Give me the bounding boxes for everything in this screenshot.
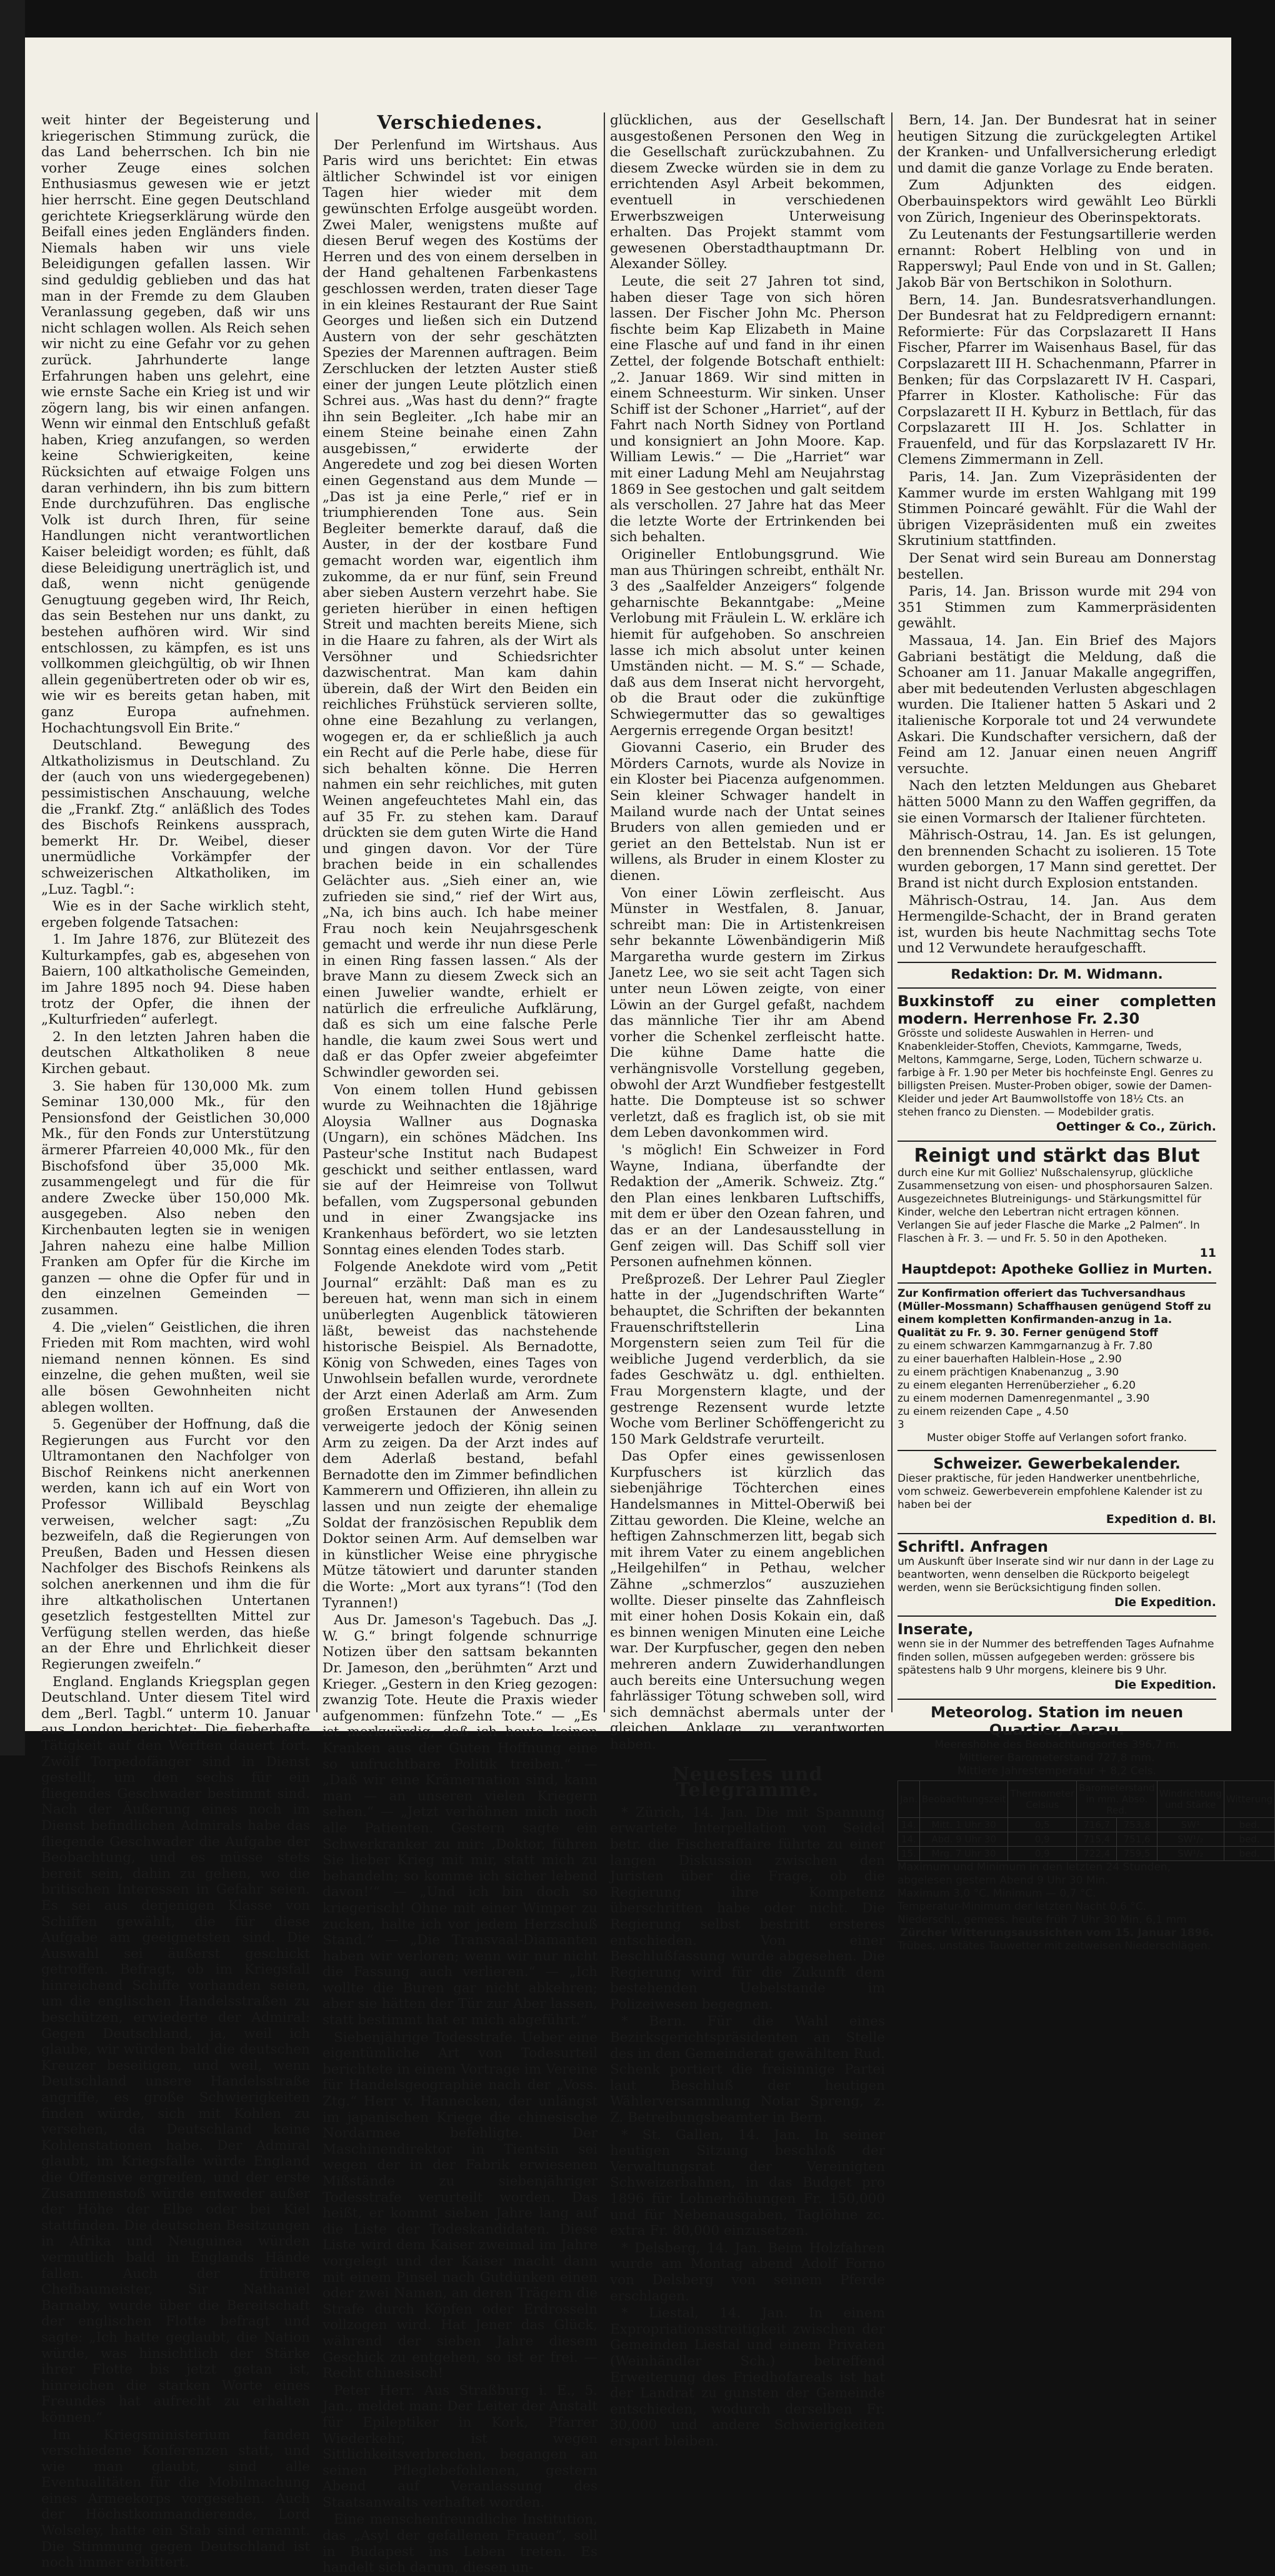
ad-body: wenn sie in der Nummer des betreffenden Tages Aufnahme finden sollen, müssen aufgegeben werden: grössere bis spätestens halb 9 Uhr morgens, kleinere bis 9 Uhr.	[898, 1638, 1214, 1677]
ad-title: Schriftl. Anfragen	[898, 1537, 1048, 1555]
telegram: Paris, 14. Jan. Zum Vizepräsidenten der Kammer wurde im ersten Wahlgang mit 199 Stimmen Poincaré gewählt. Für die Wahl der übrigen Vizepräsidenten muß ein zweites Skrutinium stattfinden.	[898, 469, 1216, 549]
column-header: Thermometer Celsius	[1008, 1781, 1077, 1818]
ad-body: Grösste und solideste Auswahlen in Herren- und Knabenkleider-Stoffen, Cheviots, Kammgarne, Tweds, Meltons, Kammgarne, Serge, Loden, Tüchern schwarze u. farbige à Fr. 1.90 per Meter bis hochfeinste Engl. Genres zu billigsten Preisen. Muster-Proben obiger, sowie der Damen-Kleider und jeder Art Baumwollstoffe von 18½ Cts. an stehen franco zu Diensten. — Modebilder gratis.	[898, 1027, 1214, 1119]
article-pressprozess: Preßprozeß. Der Lehrer Paul Ziegler hatte in der „Jugendschriften Warte“ behauptet, die Schriften der bekannten Frauenschriftstellerin Lina Morgenstern seien zum Teil für die weibliche Jugend verderblich, da sie fades Geschwätz u. dgl. enthielten. Frau Morgenstern klagte, und der gestrenge Rezensent wurde letzte Woche vom Berliner Schöffengericht zu 150 Mark Geldstrafe verurteilt.	[610, 1271, 885, 1447]
telegram: Nach den letzten Meldungen aus Ghebaret hätten 5000 Mann zu den Waffen gegriffen, da sie einen Vormarsch der Italiener fürchteten.	[898, 778, 1216, 826]
article-perlenfund: Der Perlenfund im Wirtshaus. Aus Paris wird uns berichtet: Ein etwas ältlicher Schwindel ist vor einigen Tagen hier wieder mit dem gewünschten Erfolge ausgeübt worden. Zwei Maler, wenigstens mußte auf diesen Beruf wegen des Kostüms der Herren und des von einem derselben in der Hand gehaltenen Farbenkastens geschlossen werden, traten dieser Tage in ein kleines Restaurant der Rue Saint Georges und ließen sich ein Dutzend Austern von der sehr geschätzten Spezies der Marennen auftragen. Beim Zerschlucken der letzten Auster stieß einer der jungen Leute plötzlich einen Schrei aus. „Was hast du denn?“ fragte ihn sein Begleiter. „Ich habe mir an einem Steine beinahe einen Zahn ausgebissen,“ erwiderte der Angeredete und zog bei diesen Worten einen Gegenstand aus dem Munde — „Das ist ja eine Perle,“ rief er in triumphierenden Tone aus. Sein Begleiter bemerkte darauf, daß die Auster, in der der kostbare Fund gemacht worden war, eigentlich ihm zukomme, da er nur fünf, sein Freund aber sieben Austern verzehrt habe. Sie gerieten hierüber in einen heftigen Streit und machten bereits Miene, sich in die Haare zu fahren, als der Wirt als Versöhner und Schiedsrichter dazwischentrat. Man kam dahin überein, daß der Wirt den Beiden ein reichliches Frühstück servieren sollte, ohne eine Bezahlung zu verlangen, wogegen er, da er schließlich ja auch ein Recht auf die Perle habe, diese für sich behalten könne. Die Herren nahmen ein sehr reichliches, mit guten Weinen angefeuchtetes Mahl ein, das auf 35 Fr. zu stehen kam. Darauf drückten sie dem guten Wirte die Hand und gingen davon. Vor der Türe brachen beide in ein schallendes Gelächter aus. „Sieh einer an, wie zufrieden sie sind,“ rief der Wirt aus, „Na, ich bins auch. Ich habe meiner Frau noch kein Neujahrsgeschenk gemacht und werde ihr nun diese Perle in einen Ring fassen lassen.“ Als der brave Mann zu diesem Zweck sich an einen Juwelier wandte, erhielt er natürlich die erfreuliche Aufklärung, daß es sich um eine falsche Perle handle, die kaum zwei Sous wert und daß er das Opfer zweier abgefeimter Schwindler geworden sei.	[322, 137, 598, 1081]
telegram: Bern, 14. Jan. Bundesratsverhandlungen. Der Bundesrat hat zu Feldpredigern ernannt: Reformierte: Für das Corpslazarett II Hans Fischer, Pfarrer im Waisenhaus Basel, für das Corpslazarett III H. Schachenmann, Pfarrer in Benken; für das Corpslazarett IV H. Caspari, Pfarrer in Kloster. Katholische: Für das Corpslazarett II H. Kyburz in Bettlach, für das Corpslazarett III H. Jos. Schlatter in Frauenfeld, und für das Korpslazarett IV Hr. Clemens Zimmermann in Zell.	[898, 292, 1216, 468]
article-asyl: Eine menschenfreundliche Institution, das „Asyl der gefallenen Frauen“, soll in Budapest ins Leben treten. Es handelt sich darum, diesen un-	[322, 2512, 598, 2576]
table-cell: 14.	[898, 1818, 920, 1832]
telegram: Bern, 14. Jan. Der Bundesrat hat in seiner heutigen Sitzung die zurückgelegten Artikel der Kranken- und Unfallversicherung erledigt und damit die ganze Vorlage zu Ende beraten.	[898, 112, 1216, 176]
ad-anfragen	[898, 1533, 1216, 1611]
table-cell: 751,6	[1117, 1832, 1157, 1847]
table-cell: bed.	[1224, 1847, 1274, 1861]
ad-body: Dieser praktische, für jeden Handwerker unentbehrliche, vom schweiz. Gewerbeverein empfohlene Kalender ist zu haben bei der	[898, 1472, 1202, 1512]
table-row	[898, 1847, 1275, 1861]
ad-item: zu einem schwarzen Kammgarnanzug à Fr. 7.80	[898, 1340, 1152, 1353]
telegram: Mährisch-Ostrau, 14. Jan. Aus dem Hermengilde-Schacht, der in Brand geraten ist, wurden bis heute Nachmittag sechs Tote und 12 Verwundete heraufgeschafft.	[898, 892, 1216, 957]
article-text: 1. Im Jahre 1876, zur Blütezeit des Kulturkampfes, gab es, abgesehen von Baiern, 100 altkatholische Gemeinden, im Jahre 1895 noch 94. Diese haben trotz der Opfer, die ihnen der „Kulturfrieden“ auferlegt.	[41, 932, 310, 1028]
table-header-row	[898, 1781, 1275, 1818]
weather-table	[898, 1780, 1275, 1861]
table-cell: 0,9	[1008, 1832, 1077, 1847]
weather-extremes: Maximum 3,0 °C. Minimum — 0,7 °C.	[898, 1887, 1096, 1900]
article-text: Wie es in der Sache wirklich steht, ergeben folgende Tatsachen:	[41, 899, 310, 931]
ad-firm: Die Expedition.	[1114, 1595, 1216, 1609]
column-header: Witterung	[1224, 1781, 1274, 1818]
section-heading: Verschiedenes.	[377, 112, 543, 134]
table-cell: 722,4	[1077, 1847, 1117, 1861]
ad-buxkin	[898, 987, 1216, 1136]
ad-title: Zur Konfirmation offeriert das Tuchversandhaus (Müller-Mossmann) Schaffhausen genügend Stoff zu einem kompletten Konfirmanden-anzug in 1a. Qualität zu Fr. 9. 30. Ferner genügend Stoff	[898, 1287, 1211, 1340]
redaktion-line: Redaktion: Dr. M. Widmann.	[898, 962, 1216, 983]
article-caserio: Giovanni Caserio, ein Bruder des Mörders Carnots, wurde als Novize in ein Kloster bei Piacenza aufgenommen. Sein kleiner Schwager handelt in Mailand wurde nach der Untat seines Bruders von allen gemieden und er geriet an den Bettelstab. Nun ist er willens, als Bruder in einem Kloster zu dienen.	[610, 740, 885, 884]
telegram: Der Senat wird sein Bureau am Donnerstag bestellen.	[898, 551, 1216, 582]
ad-title: Schweizer. Gewerbekalender.	[933, 1455, 1181, 1473]
ad-foot: Muster obiger Stoffe auf Verlangen sofort franko.	[926, 1432, 1188, 1445]
article-text: weit hinter der Begeisterung und kriegerischen Stimmung zurück, die das Land beherrschen. Ich bin nie vorher Zeuge eines solchen Enthusiasmus gewesen wie er jetzt hier herrscht. Eine gegen Deutschland gerichtete Kriegserklärung würde den Beifall eines jeden Engländers finden. Niemals haben wir uns viele Beleidigungen gefallen lassen. Wir sind geduldig geblieben und das hat man in der Fremde zu dem Glauben Veranlassung gegeben, daß wir uns nicht schlagen wollen. Als Reich sehen wir nicht zu eine Gefahr vor zu gehen zurück. Jahrhunderte lange Erfahrungen haben uns gelehrt, eine wie ernste Sache ein Krieg ist und wir zögern lang, bis wir einen anfangen. Wenn wir einmal den Entschluß gefaßt haben, Krieg anzufangen, so werden keine Schwierigkeiten, keine Rücksichten auf etwaige Folgen uns daran verhindern, ihn bis zum bittern Ende durchzuführen. Das englische Volk ist durch Ihren, für seine Handlungen nicht verantwortlichen Kaiser beleidigt worden; es fühlt, daß diese Beleidigung unerträglich ist, und daß, wenn nicht genügende Genugtuung gegeben wird, Ihr Reich, das sein Bestehen nur uns dankt, zu bestehen aufhören wird. Wir sind entschlossen, zu kämpfen, es ist uns vollkommen gleichgültig, ob wir Ihnen allein gegenübertreten oder ob wir es, wie wir es bereits getan haben, mit ganz Europa aufnehmen. Hochachtungsvoll Ein Brite.“	[41, 112, 310, 736]
column-rule	[604, 112, 605, 1712]
table-cell: 15.	[898, 1847, 920, 1861]
telegram: Zu Leutenants der Festungsartillerie werden ernannt: Robert Helbling von und in Rapperswyl; Paul Ende von und in St. Gallen; Jakob Bär von Bertschikon in Solothurn.	[898, 227, 1216, 291]
article-anekdote: Folgende Anekdote wird vom „Petit Journal“ erzählt: Daß man es zu bereuen hat, wenn man sich in einem unüberlegten Augenblick tätowieren läßt, beweist das nachstehende historische Beispiel. Als Bernadotte, König von Schweden, eines Tages von Unwohlsein befallen wurde, verordnete der Arzt einen Aderlaß am Arm. Zum großen Erstaunen der Anwesenden verweigerte jedoch der König seinen Arm zu zeigen. Da der Arzt indes auf dem Aderlaß bestand, befahl Bernadotte den im Zimmer befindlichen Kammerern und Offizieren, ihn allein zu lassen und nun zeigte der ehemalige Soldat der französischen Republik dem Doktor seinen Arm. Auf demselben war in künstlicher Weise eine phrygische Mütze tätowiert und darunter standen die Worte: „Mort aux tyrans“! (Tod den Tyrannen!)	[322, 1259, 598, 1611]
ad-gewerbekalender	[898, 1450, 1216, 1528]
article-text: 4. Die „vielen“ Geistlichen, die ihren Frieden mit Rom machten, wird wohl niemand nennen können. Es sind einzelne, die gehen mußten, weil sie alle bösen Gewohnheiten nicht ablegen wollten.	[41, 1319, 310, 1415]
weather-extremes: Maximum und Minimum in den letzten 24 Stunden, abgelesen gestern Abend 9 Uhr 30 Min.	[898, 1861, 1171, 1887]
column-header: Jan.	[898, 1781, 920, 1818]
scan-border	[0, 0, 25, 1755]
column-1	[41, 112, 310, 2571]
telegram: Zum Adjunkten des eidgen. Oberbauinspektors wird gewählt Leo Bürkli von Zürich, Ingenieur des Oberinspektorats.	[898, 177, 1216, 226]
station-info: Mittlere Jahrestemperatur + 8,2 Cels.	[957, 1765, 1157, 1778]
table-row	[898, 1832, 1275, 1847]
article-text: Im Kriegsministerium fanden verschiedene Konferenzen statt, und wie man glaubt, sind alle Eventualitäten für die Mobilmachung eines Armeekorps vorgesehen. Auch der Höchstkommandierende, Lord Wolseley, hatte ein Stab sind ernannt. Die Stimmung gegen Deutschland ist noch immer erbittert.	[41, 2427, 310, 2571]
column-header: Windrichtung und Stärke	[1157, 1781, 1224, 1818]
article-england: England. Englands Kriegsplan gegen Deutschland. Unter diesem Titel wird dem „Berl. Tagbl.“ unterm 10. Januar aus London berichtet: Die fieberhafte Tätigkeit auf den Werften dauert fort. Zwölf Torpedofänger sind in Dienst gestellt, um den sechs für ein fliegendes Geschwader bestimmt sind. Nach der Äußerung eines noch im Dienst befindlichen Admirals habe das fliegende Geschwader die Aufgabe der Beobachtung, und es müsse stets bereit sein, dahin zu gehen, wo die britischen Interessen in Gefahr seien. Es sei aus derjenigen Klasse von Schiffen gewählt, die für diese Aufgabe am geeignetsten sind. Die Auswahl sei äußerst geschickt getroffen. Befragt, ob im Kriegsfall hinreichend Schiffe vorhanden seien, um die englischen Handelsstraßen zu beschützen, erwiederte der Admiral: Gegen Deutschland, ja, weil ich glaube, wir würden bald die deutschen Kreuzer beseitigen, und weil, wenn Deutschland unsere Handelsstraße angriffe, es große Schwierigkeiten finden würde, sich mit Kohlen zu versehen, da Deutschland keine Kohlenstationen habe. Der Admiral glaubt, im Kriegsfalle würde England die Offensive ergreifen, und der erste Zusammenstoß würde entweder außer der Höhe der Elbe oder bei Kiel stattfinden. Die deutschen Besitzungen in Afrika und Neuguinea würden vermutlich bald in Englands Hände fallen. Auch der frühere Chefbaumeister, Sir Nathaniel Barnaby, wurde über die Bereitschaft der englischen Flotte befragt und sagte: „Ich hatte geglaubt, die Nation würde, was hinsichtlich der Stärke ihrer Flotte bis jetzt getan ist, hinreichen die starken Worte eines Freundes hat aufrecht zu erhalten können.“	[41, 1674, 310, 2425]
ad-body: um Auskunft über Inserate sind wir nur dann in der Lage zu beantworten, wenn denselben die Rückporto beigelegt werden, wenn sie Berücksichtigung finden sollen.	[898, 1555, 1214, 1594]
ad-item: zu einer bauerhaften Halblein-Hose „ 2.90	[898, 1353, 1122, 1366]
forecast-body: Trübes, unstätes Tauwetter mit zeitweisen Niederschlägen.	[898, 1940, 1211, 1953]
telegram: * Zürich, 14. Jan. Die mit Spannung erwartete Interpellation von Seidel betr. die Fischeraffaire führte zu einer langen Diskussion zwischen den Juristen über die Frage, ob die Regierung ihre Kompetenz überschritten habe oder nicht. Die Regierung selbst bestritt ersteres entschieden. Von einer Beschlußfassung wurde abgesehen. Die Regierung wird für die Zukunft dem bestehenden Uebelstande im Polizeiwesen begegnen.	[610, 1804, 885, 2012]
table-cell: 759,5	[1117, 1847, 1157, 1861]
table-cell: 715,4	[1077, 1832, 1117, 1847]
ad-golliez	[898, 1141, 1216, 1277]
telegram: Massaua, 14. Jan. Ein Brief des Majors Gabriani bestätigt die Meldung, daß die Schoaner am 11. Januar Makalle angegriffen, aber mit bedeutenden Verlusten abgeschlagen wurden. Die Italiener hatten 5 Askari und 2 italienische Korporale tot und 24 verwundete Askari. Die Kundschafter versichern, daß der Feind am 12. Januar einen neuen Angriff versuchte.	[898, 633, 1216, 777]
table-cell: 0,9	[1008, 1847, 1077, 1861]
table-cell: SW¹/₂	[1157, 1832, 1224, 1847]
article-tollwut: Von einem tollen Hund gebissen wurde zu Weihnachten die 18jährige Aloysia Wallner aus Dognaska (Ungarn), ein schönes Mädchen. Ins Pasteur'sche Institut nach Budapest geschickt und seither entlassen, ward sie auf der Heimreise von Tollwut befallen, vom Zugspersonal gebunden und in einer Zwangsjacke ins Krankenhaus befördert, wo sie letzten Sonntag eines elenden Todes starb.	[322, 1082, 598, 1258]
ad-item: zu einem eleganten Herrenüberzieher „ 6.20	[898, 1379, 1136, 1392]
table-cell: bed.	[1224, 1832, 1274, 1847]
column-rule	[316, 112, 318, 1712]
table-cell: 14.	[898, 1832, 920, 1847]
station-info: Mittlerer Barometerstand 727,8 mm.	[959, 1752, 1155, 1765]
column-3	[610, 112, 885, 2449]
article-text: 5. Gegenüber der Hoffnung, daß die Regierungen aus Furcht vor den Ultramontanen den Nachfolger von Bischof Reinkens nicht anerkennen werden, kann ich auf ein Wort von Professor Willibald Beyschlag verweisen, welcher sagt: „Zu bezweifeln, daß die Regierungen von Preußen, Baden und Hessen diesen Nachfolger des Bischofs Reinkens als solchen anerkennen und ihm die für ihre altkatholischen Untertanen gesetzlich festgestellten Mittel zur Verfügung stellen werden, das hieße an der Ehre und Ehrlichkeit dieser Regierungen zweifeln.“	[41, 1417, 310, 1672]
table-cell: 716,7	[1077, 1818, 1117, 1832]
station-info: Meereshöhe des Beobachtungsortes 396,7 m.	[934, 1739, 1179, 1752]
table-cell: Abd. 9 Uhr 30	[919, 1832, 1008, 1847]
article-jameson: Aus Dr. Jameson's Tagebuch. Das „J. W. G.“ bringt folgende schnurrige Notizen über den sattsam bekannten Dr. Jameson, den „berühmten“ Arzt und Krieger. „Gestern in den Krieg gezogen: zwanzig Tote. Heute die Praxis wieder aufgenommen: fünfzehn Tote.“ — „Es ist merkwürdig, daß ich heute keinen Kranken aus der Guten Hoffnung eine so unfruchtbare Politik treiben.“ — „Daß wir eine Krämernation sind, kann man — an unseren vielen Kriegern sehen.“ — „Jetzt verhöhnen mich noch alle Patienten. Gestern sagte ein Schwerkranker zu mir: ‚Doktor, führen Sie lieber Krieg mit mir, statt mich zu behandeln; so komme ich sicher lebend davon!‘“ — „Und ich bin doch so kriegerisch! Ohne mit einer Wimper zu zucken, halte ich vor jedem Herzschuß Stand.“ — „Die Transvaal-Diamanten haben wir verloren; wenn wir nur nicht die Fassung auch verlieren.“ — „Ich wollte die Buren gar nicht abkehren; aber sie hätten der Tür zur Aber lassen, statt bestimmt hat er mich abgeführt.“	[322, 1612, 598, 2029]
table-row	[898, 1818, 1275, 1832]
column-rule	[891, 112, 892, 1712]
telegram: Mährisch-Ostrau, 14. Jan. Es ist gelungen, den brennenden Schacht zu isolieren. 15 Tote wurden geborgen, 17 Mann sind gerettet. Der Brand ist nicht durch Explosion entstanden.	[898, 827, 1216, 891]
section-heading: Neuestes und Telegramme.	[672, 1763, 823, 1802]
ad-title: Reinigt und stärkt das Blut	[914, 1145, 1200, 1167]
telegram: * Delsberg, 14. Jan. Beim Holzfahren wurde am Montag abend Adolf Forno von Delsberg von seinem Pferde erschlagen.	[610, 2240, 885, 2304]
column-header: Beobachtungszeit	[919, 1781, 1008, 1818]
article-kurpfuscher: Das Opfer eines gewissenlosen Kurpfuschers ist kürzlich das siebenjährige Töchterchen eines Handelsmannes in Mittel-Oberwiß bei Zittau geworden. Die Kleine, welche an heftigen Zahnschmerzen litt, begab sich mit ihrem Vater zu einem angeblichen „Heilgehilfen“ in Pethau, welcher Zähne „schmerzlos“ auszuziehen wollte. Dieser pinselte das Zahnfleisch mit einer hohen Dosis Kokain ein, daß es binnen wenigen Minuten eine Leiche war. Der Kurpfuscher, gegen den neben mehreren andern Zuwiderhandlungen auch bereits eine Untersuchung wegen fahrlässiger Tötung schweben soll, wird sich demnächst abermals unter der gleichen Anklage zu verantworten haben.	[610, 1449, 885, 1752]
newspaper-page	[25, 37, 1273, 2576]
ad-depot: Hauptdepot: Apotheke Golliez in Murten.	[901, 1261, 1212, 1277]
telegram: Paris, 14. Jan. Brisson wurde mit 294 von 351 Stimmen zum Kammerpräsidenten gewählt.	[898, 584, 1216, 632]
ad-body: durch eine Kur mit Golliez' Nußschalensyrup, glückliche Zusammensetzung von eisen- und phosphorsauren Salzen. Ausgezeichnetes Blutreinigungs- und Stärkungsmittel für Kinder, welche den Lebertran nicht ertragen können. Verlangen Sie auf jeder Flasche die Marke „2 Palmen“. In Flaschen à Fr. 3. — und Fr. 5. 50 in den Apotheken.	[898, 1167, 1213, 1246]
ad-konfirmation	[898, 1282, 1216, 1445]
ad-inserate	[898, 1615, 1216, 1694]
station-title: Meteorolog. Station im neuen Quartier, Aarau.	[930, 1704, 1184, 1739]
article-loewin: Von einer Löwin zerfleischt. Aus Münster in Westfalen, 8. Januar, schreibt man: Die in Artistenkreisen sehr bekannte Löwenbändigerin Miß Margaretha wurde gestern im Zirkus Janetz Lee, wo sie seit acht Tagen sich unter neun Löwen zeigte, von einer Löwin an der Gurgel gefaßt, nachdem das männliche Tier ihr am Abend vorher die Schenkel zerfleischt hatte. Die kühne Dame hatte die verhängnisvolle Vorstellung gegeben, obwohl der Arzt Wundfieber festgestellt hatte. Die Dompteuse ist so schwer verletzt, daß es fraglich ist, ob sie mit dem Leben davonkommen wird.	[610, 885, 885, 1141]
ad-firm: Expedition d. Bl.	[1106, 1512, 1216, 1527]
article-todesstrafe: Siebenjährige Todesstrafe. Ueber eine eigentümliche Art von Todesurteil berichtete in einem Vortrage im Vereine für Handelsgeographie nach der „Voss. Ztg.“ Herr v. Hannecken, der unlängst im japanischen Kriege die chinesische Nordarmee befehligte. Der Maschinendirektor in Tientsin sei wegen der in der Fabrik erwiesenen Mißstände zu siebenjähriger Todesstrafe verurteilt worden. Das heißt, er kommt sieben Jahre lang auf die Liste der Todeskandidaten. Diese Liste wird dem Kaiser zweimal im Jahre vorgelegt und der Kaiser macht dann mit einem Pinsel nach Gutdünken einen oder zwei Namen, an deren Trägern die Strafe durch Köpfen oder Erdrosseln vollzogen wird. Hat Jener das Glück, während der sieben Jahre diesem Geschick zu entgehen, so ist er frei. — Recht chinesisch!	[322, 2029, 598, 2382]
ad-title: Inserate,	[898, 1620, 974, 1639]
article-text: glücklichen, aus der Gesellschaft ausgestoßenen Personen den Weg in die Gesellschaft zurückzubahnen. Zu diesem Zwecke würden sie in dem zu errichtenden Asyl Arbeit bekommen, eventuell in verschiedenen Erwerbszweigen Unterweisung erhalten. Das Projekt stammt vom gewesenen Oberstadthauptmann Dr. Alexander Sölley.	[610, 112, 885, 272]
column-4	[898, 112, 1273, 1953]
table-cell: Mitt. 1 Uhr 30	[919, 1818, 1008, 1832]
forecast-title: Zürcher Witterungsaussichten vom 15. Januar 1896.	[900, 1927, 1214, 1940]
article-entlobung: Origineller Entlobungsgrund. Wie man aus Thüringen schreibt, enthält Nr. 3 des „Saalfelder Anzeigers“ folgende geharnischte Bekanntgabe: „Meine Verlobung mit Fräulein L. W. erkläre ich hiemit für aufgehoben. So anschreien lasse ich mich absolut unter keinen Umständen nicht. — M. S.“ — Schade, daß aus dem Inserat nicht hervorgeht, ob die Braut oder die zukünftige Schwiegermutter das so gewaltiges Aergernis erregende Organ besitzt!	[610, 547, 885, 739]
column-2	[322, 112, 598, 2576]
article-pfarrer: Peter Herr. Aus Straßburg i. E., 5. Jan., meldet man: Der Leiter der Anstalt für Epileptiker in Kork, Pfarrer Wiederkehr, ist wegen Sittlichkeitsverbrechen, begangen an seinen Pfleglebefohlenen, gestern Abend auf Veranlassung des Staatsanwalts verhaftet worden.	[322, 2382, 598, 2510]
weather-extremes: Temperatur-Minimum der letzten Nacht 0,6 °C.	[898, 1900, 1147, 1914]
weather-station	[898, 1699, 1273, 1953]
ad-title: Buxkinstoff zu einer completten modern. Herrenhose Fr. 2.30	[898, 992, 1216, 1028]
table-cell: Mrg. 7 Uhr 30	[919, 1847, 1008, 1861]
ad-number: 11	[1199, 1246, 1216, 1261]
table-cell: 0,5	[1008, 1818, 1077, 1832]
ad-item: zu einem modernen Damenregenmantel „ 3.90	[898, 1392, 1150, 1405]
weather-extremes: Niederschl., gemess. heute früh 7 Uhr 30 Min. 6,1 mm	[898, 1914, 1187, 1927]
ad-item: zu einem prächtigen Knabenanzug „ 3.90	[898, 1366, 1119, 1379]
telegram: * Bern. Für die Wahl eines Bezirksgerichtspräsidenten an Stelle des in den Gemeinderat gewählten Rud. Schenk portiert die freisinnige Partei laut Beschluß der heutigen Wählerversammlung Notar Spreng, z. Z. Betreibungsbeamter in Bern.	[610, 2014, 885, 2126]
table-cell: SW¹	[1157, 1818, 1224, 1832]
column-header: Barometerstand in mm. Abso. Red.	[1077, 1781, 1158, 1818]
table-cell: bed.	[1224, 1818, 1274, 1832]
table-cell: SW¹/₂	[1157, 1847, 1224, 1861]
divider	[729, 1759, 766, 1760]
ad-item: zu einem reizenden Cape „ 4.50	[898, 1405, 1069, 1419]
telegram: * St. Gallen, 14. Jan. In seiner heutigen Sitzung beschloß der Verwaltungsrat der Vereinigten Schweizerbahnen, in das Budget pro 1896 für Lohnerhöhungen Fr. 150,000 und für Nebenausgaben, Taglöhne zc. extra Fr. 80,000 einzusetzen.	[610, 2127, 885, 2239]
article-luftschiff: 's möglich! Ein Schweizer in Ford Wayne, Indiana, überfandte der Redaktion der „Amerik. Schweiz. Ztg.“ den Plan eines lenkbaren Luftschiffs, mit dem er über den Ozean fahren, und das er an der Landesausstellung in Genf zeigen will. Das Schiff soll vier Personen aufnehmen können.	[610, 1142, 885, 1271]
article-deutschland: Deutschland. Bewegung des Altkatholizismus in Deutschland. Zu der (auch von uns wiedergegebenen) pessimistischen Anschauung, welche die „Frankf. Ztg.“ anläßlich des Todes des Bischofs Reinkens aussprach, bemerkt Hr. Dr. Weibel, dieser unermüdliche Vorkämpfer der schweizerischen Altkatholiken, im „Luz. Tagbl.“:	[41, 737, 310, 897]
ad-number: 3	[898, 1419, 904, 1432]
article-harriet: Leute, die seit 27 Jahren tot sind, haben dieser Tage von sich hören lassen. Der Fischer John Mc. Pherson fischte beim Kap Elizabeth in Maine eine Flasche auf und fand in ihr einen Zettel, der folgende Botschaft enthielt: „2. Januar 1869. Wir sind mitten in einem Schneesturm. Wir sinken. Unser Schiff ist der Schoner „Harriet“, auf der Fahrt nach North Sidney von Portland und konsigniert an John Moore. Kap. William Lewis.“ — Die „Harriet“ war mit einer Ladung Mehl am Neujahrstag 1869 in See gestochen und galt seitdem als verschollen. 27 Jahre hat das Meer die letzte Worte der Ertrinkenden bei sich behalten.	[610, 273, 885, 546]
ad-firm: Die Expedition.	[1114, 1678, 1216, 1692]
article-text: 2. In den letzten Jahren haben die deutschen Altkatholiken 8 neue Kirchen gebaut.	[41, 1029, 310, 1077]
ad-firm: Oettinger & Co., Zürich.	[1056, 1120, 1216, 1134]
article-text: 3. Sie haben für 130,000 Mk. zum Seminar 130,000 Mk., für den Pensionsfond der Geistlichen 30,000 Mk., für den Fonds zur Unterstützung ärmerer Pfarreien 40,000 Mk., für den Bischofsfond über 35,000 Mk. zusammengelegt und für die für andere Zwecke über 150,000 Mk. ausgegeben. Also neben den Kirchenbauten legten sie in wenigen Jahren nahezu eine halbe Million Franken am Opfer für die Kirche im ganzen — ohne die Opfer für und in den einzelnen Gemeinden — zusammen.	[41, 1078, 310, 1318]
telegram: * Liestal, 14. Jan. In einem Expropriationsstreitigkeit zwischen der Gemeinden Liestal und einem Privaten (Weinhändler Sch.) betreffend Erweiterung des Friedhofareals ist hat der Landrat zu gunsten der Gemeinde entschieden, wodurch derselben Fr. 30,000 und andere Schwierigkeiten erspart bleiben.	[610, 2305, 885, 2449]
table-cell: 753,8	[1117, 1818, 1157, 1832]
